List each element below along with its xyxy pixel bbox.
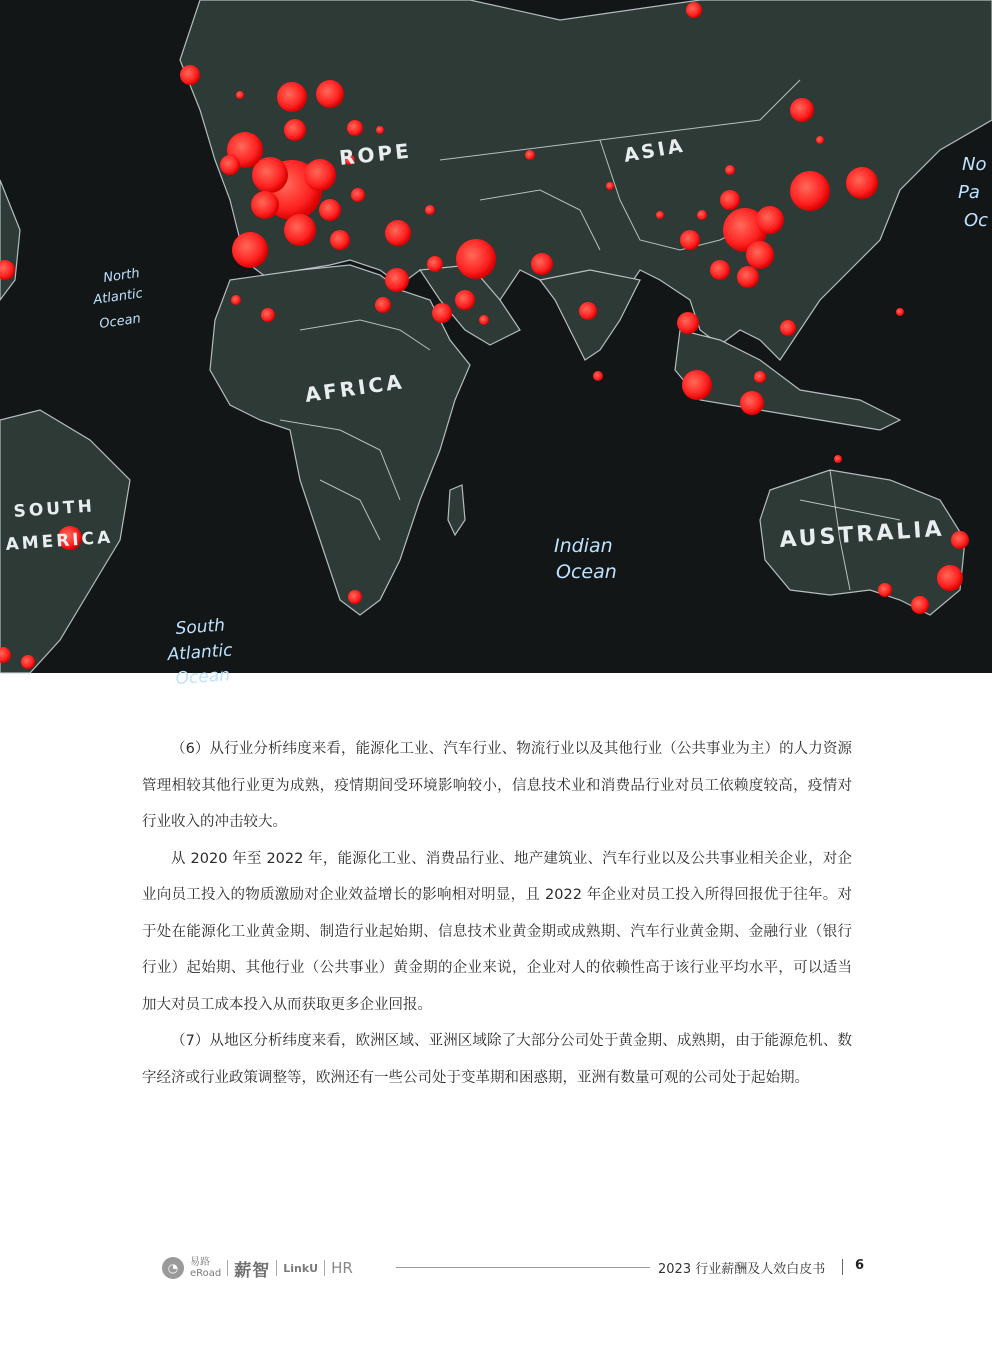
label-south-atlantic-2: Atlantic — [166, 640, 234, 665]
label-south-america-1: SOUTH — [12, 496, 96, 522]
label-north-atlantic-2: Atlantic — [92, 286, 144, 308]
label-indian-ocean-1: Indian — [554, 535, 613, 557]
eroad-logo-icon: ◔ — [162, 1257, 184, 1279]
paragraph-6: （6）从行业分析纬度来看，能源化工业、汽车行业、物流行业以及其他行业（公共事业为主）的人力资源管理相较其他行业更为成熟，疫情期间受环境影响较小，信息技术业和消费品行业对员工依赖度较高，疫情对行业收入的冲击较大。 — [142, 741, 852, 830]
eroad-en: eRoad — [190, 1268, 222, 1279]
label-north-atlantic-1: North — [102, 266, 141, 286]
eroad-cn: 易路 — [190, 1257, 210, 1268]
eroad-logo-text — [190, 1257, 221, 1279]
footer-rule — [396, 1267, 650, 1268]
linku-logo: LinkU — [283, 1261, 319, 1275]
label-north-atlantic-3: Ocean — [98, 311, 142, 332]
paragraph-2020-2022: 从 2020 年至 2022 年，能源化工业、消费品行业、地产建筑业、汽车行业以及公共事业相关企业，对企业向员工投入的物质激励对企业效益增长的影响相对明显，且 2022 年企业对员工投入所得回报优于往年。对于处在能源化工业黄金期、制造行业起始期、信息技术业黄金期或成熟期、汽车行业黄金期、金融行业（银行行业）起始期、其他行业（公共事业）黄金期的企业来说，企业对人的依赖性高于该行业平均水平，可以适当加大对员工成本投入从而获取更多企业回报。 — [142, 850, 852, 1013]
logo-divider — [276, 1260, 277, 1276]
partner-logos — [162, 1254, 353, 1282]
hr-logo: HR — [331, 1259, 353, 1277]
label-north-pacific-3: Oc — [964, 210, 989, 231]
logo-divider — [227, 1260, 228, 1276]
logo-divider — [324, 1260, 325, 1276]
page-number: 6 — [855, 1258, 865, 1273]
label-asia: ASIA — [622, 134, 688, 167]
label-indian-ocean-2: Ocean — [556, 561, 617, 583]
body-text — [142, 731, 852, 1096]
xinzhi-logo: 薪智 — [234, 1260, 271, 1281]
label-africa: AFRICA — [303, 369, 406, 407]
label-europe: ROPE — [338, 138, 413, 170]
footer-title: 2023 行业薪酬及人效白皮书 — [658, 1262, 826, 1277]
label-north-pacific-1: No — [962, 154, 987, 175]
label-south-atlantic-3: Ocean — [174, 665, 231, 689]
footer-divider — [842, 1259, 843, 1275]
label-north-pacific-2: Pa — [958, 182, 980, 203]
label-australia: AUSTRALIA — [778, 516, 946, 553]
page-footer — [0, 1250, 992, 1286]
label-south-atlantic-1: South — [174, 615, 226, 639]
label-south-america-2: AMERICA — [4, 527, 114, 555]
paragraph-7: （7）从地区分析纬度来看，欧洲区域、亚洲区域除了大部分公司处于黄金期、成熟期，由于能源危机、数字经济或行业政策调整等，欧洲还有一些公司处于变革期和困惑期，亚洲有数量可观的公司处于起始期。 — [142, 1033, 852, 1086]
